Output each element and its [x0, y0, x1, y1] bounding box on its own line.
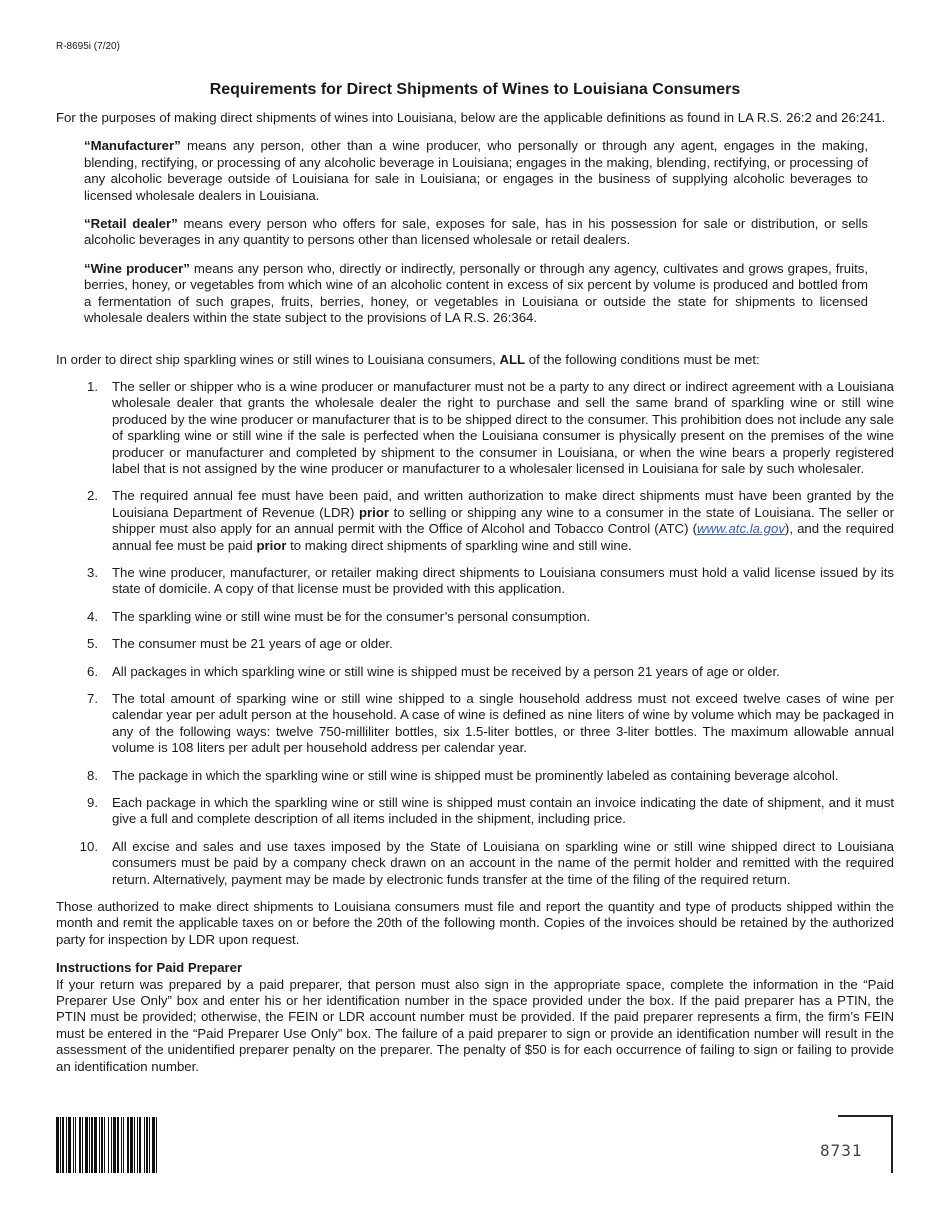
barcode-bar [146, 1117, 148, 1173]
definition-manufacturer [84, 138, 868, 204]
barcode-bar [121, 1117, 122, 1173]
condition-number: 10. [79, 838, 98, 854]
barcode-bar [104, 1117, 105, 1173]
barcode-bar [156, 1117, 157, 1173]
condition-text: All packages in which sparkling wine or still wine is shipped must be received by a person 21 years of age or older. [112, 663, 780, 679]
barcode-bar [144, 1117, 145, 1173]
preparer-heading: Instructions for Paid Preparer [56, 960, 243, 976]
atc-website-link[interactable]: www.atc.la.gov [696, 521, 785, 537]
barcode-bar [101, 1117, 103, 1173]
document-body [56, 110, 894, 1075]
preparer-instructions: If your return was prepared by a paid preparer, that person must also sign in the appropriate space, complete the information in the “Paid Preparer Use Only” box and enter his or her identification number in the space provided under the box. If the paid preparer has a PTIN, the PTIN must be provided; otherwise, the FEIN or LDR account number must be provided. If the paid preparer represents a firm, the firm’s FEIN must be entered in the “Paid Preparer Use Only” box. The failure of a paid preparer to sign or provide an identification number will result in the assessment of the unidentified preparer penalty on the preparer. The penalty of $50 is for each occurrence of failing to sign or failing to provide an identification number. [56, 976, 894, 1074]
definition-term: “Wine producer” [84, 260, 190, 276]
definition-retail-dealer [84, 216, 868, 249]
barcode-bar [73, 1117, 74, 1173]
condition-number: 2. [87, 488, 98, 504]
condition-number: 4. [87, 608, 98, 624]
definition-term: “Retail dealer” [84, 216, 178, 232]
barcode-bar [152, 1117, 155, 1173]
barcode-bar [85, 1117, 88, 1173]
condition-text: The consumer must be 21 years of age or older. [112, 636, 393, 652]
condition-number: 5. [87, 636, 98, 652]
barcode-bar [127, 1117, 129, 1173]
barcode-bar [99, 1117, 100, 1173]
barcode-bar [108, 1117, 109, 1173]
conditions-intro: In order to direct ship sparkling wines or still wines to Louisiana consumers, ALL of the following conditions must be met: [56, 352, 760, 368]
condition-number: 9. [87, 795, 98, 810]
condition-number: 6. [87, 663, 98, 679]
condition-text: Each package in which the sparkling wine or still wine is shipped must contain an invoice indicating the date of shipment, and it must give a full and complete description of all items included in the shipment, including price. [112, 795, 894, 827]
condition-number: 1. [87, 378, 98, 394]
definition-text: means every person who offers for sale, exposes for sale, has in his possession for sale or distribution, or sells alcoholic beverages in any quantity to persons other than licensed wholesale or retail dealers. [84, 216, 868, 248]
barcode-bar [82, 1117, 83, 1173]
condition-item [56, 636, 894, 652]
condition-item [56, 691, 894, 757]
condition-number: 8. [87, 767, 98, 783]
barcode-bar [62, 1117, 64, 1173]
barcode-bar [117, 1117, 119, 1173]
condition-text: The required annual fee must have been paid, and written authorization to make direct shipments must have been granted by the Louisiana Department of Revenue (LDR) prior to selling or shipping any wine to a consumer in the state of Louisiana. The seller or shipper must also apply for an annual permit with the Office of Alcohol and Tobacco Control (ATC) (www.atc.la.gov), and the required annual fee must be paid prior to making direct shipments of sparkling wine and still wine. [112, 488, 894, 553]
barcode-bar [94, 1117, 97, 1173]
barcode-bar [134, 1117, 135, 1173]
page-code: 8731 [820, 1141, 863, 1160]
intro-paragraph: For the purposes of making direct shipments of wines into Louisiana, below are the applicable definitions as found in LA R.S. 26:2 and 26:241. [56, 110, 886, 125]
barcode-bar [89, 1117, 90, 1173]
barcode-bar [68, 1117, 71, 1173]
form-id: R-8695i (7/20) [56, 41, 120, 52]
condition-item [56, 768, 894, 784]
condition-text: All excise and sales and use taxes imposed by the State of Louisiana on sparkling wine or still wine shipped direct to Louisiana consumers must be paid by a company check drawn on an account in the name of the permit holder and remitted with the required return. Alternatively, payment may be made by electronic funds transfer at the time of the filing of the required return. [112, 838, 894, 887]
condition-item [56, 565, 894, 598]
barcode-bar [130, 1117, 133, 1173]
page-title: Requirements for Direct Shipments of Wines to Louisiana Consumers [209, 81, 741, 98]
condition-number: 7. [87, 690, 98, 706]
condition-item [56, 379, 894, 477]
conditions-list [56, 379, 894, 888]
definition-term: “Manufacturer” [84, 138, 181, 154]
condition-item [56, 664, 894, 680]
condition-item [56, 795, 894, 828]
condition-text: The sparkling wine or still wine must be for the consumer’s personal consumption. [112, 608, 591, 624]
closing-paragraph: Those authorized to make direct shipments to Louisiana consumers must file and report the quantity and type of products shipped within the month and remit the applicable taxes on or before the 20th of the following month. Copies of the invoices should be retained by the authorized party for inspection by LDR upon request. [56, 899, 894, 947]
barcode-bar [75, 1117, 76, 1173]
condition-item [56, 839, 894, 888]
barcode-bar [137, 1117, 138, 1173]
barcode-bar [66, 1117, 67, 1173]
barcode-bar [60, 1117, 61, 1173]
barcode-bar [149, 1117, 150, 1173]
definition-text: means any person, other than a wine producer, who personally or through any agent, engages in the making, blending, rectifying, or processing of any alcoholic beverage in Louisiana; engages in the making, blending, rectifying, or processing of any alcoholic beverage outside of Louisiana for sale in Louisiana; or engages in the business of supplying alcoholic beverages to licensed wholesale dealers in Louisiana. [84, 138, 868, 203]
condition-text: The total amount of sparking wine or still wine shipped to a single household address must not exceed twelve cases of wine per calendar year per adult person at the household. A case of wine is defined as nine liters of wine by volume which may be packaged in any of the following ways: twelve 750-milliliter bottles, six 1.5-liter bottles, or three 3-liter bottles. The maximum allowable annual volume is 108 liters per adult per household address per calendar year. [112, 690, 894, 756]
condition-number: 3. [87, 564, 98, 580]
barcode-bar [79, 1117, 81, 1173]
condition-text: The seller or shipper who is a wine producer or manufacturer must not be a party to any direct or indirect agreement with a Louisiana wholesale dealer that grants the wholesale dealer the right to purchase and sell the same brand of sparkling wine or still wine produced by the wine producer or manufacturer that is to be shipped direct to the consumer. This prohibition does not include any sale of sparkling wine or still wine if the sale is perfected when the Louisiana consumer is physically present on the premises of the wine producer or manufacturer and completed by shipment to the consumer in Louisiana, or when the wine bears a properly registered label that is not assigned by the wine producer or manufacturer to a wholesaler licensed in Louisiana for sale by such wholesaler. [112, 378, 894, 476]
condition-item [56, 609, 894, 625]
barcode-bar [56, 1117, 59, 1173]
definition-text: means any person who, directly or indirectly, personally or through any agency, cultivates and grows grapes, fruits, berries, honey, or vegetables from which wine of an alcoholic content in excess of six percent by volume is produced and bottled from a fermentation of such grapes, fruits, berries, honey, or vegetables in Louisiana or outside the state for shipments to licensed wholesale dealers within the state subject to the provisions of LA R.S. 26:364. [84, 260, 868, 326]
definition-wine-producer [84, 261, 868, 327]
barcode-bar [123, 1117, 124, 1173]
barcode-bar [91, 1117, 93, 1173]
condition-item [56, 488, 894, 554]
condition-text: The wine producer, manufacturer, or retailer making direct shipments to Louisiana consumers must hold a valid license issued by its state of domicile. A copy of that license must be provided with this application. [112, 564, 894, 597]
barcode-image [56, 1117, 204, 1173]
barcode-bar [113, 1117, 116, 1173]
condition-text: The package in which the sparkling wine or still wine is shipped must be prominently labeled as containing beverage alcohol. [112, 767, 839, 783]
barcode-bar [111, 1117, 112, 1173]
barcode-bar [139, 1117, 141, 1173]
